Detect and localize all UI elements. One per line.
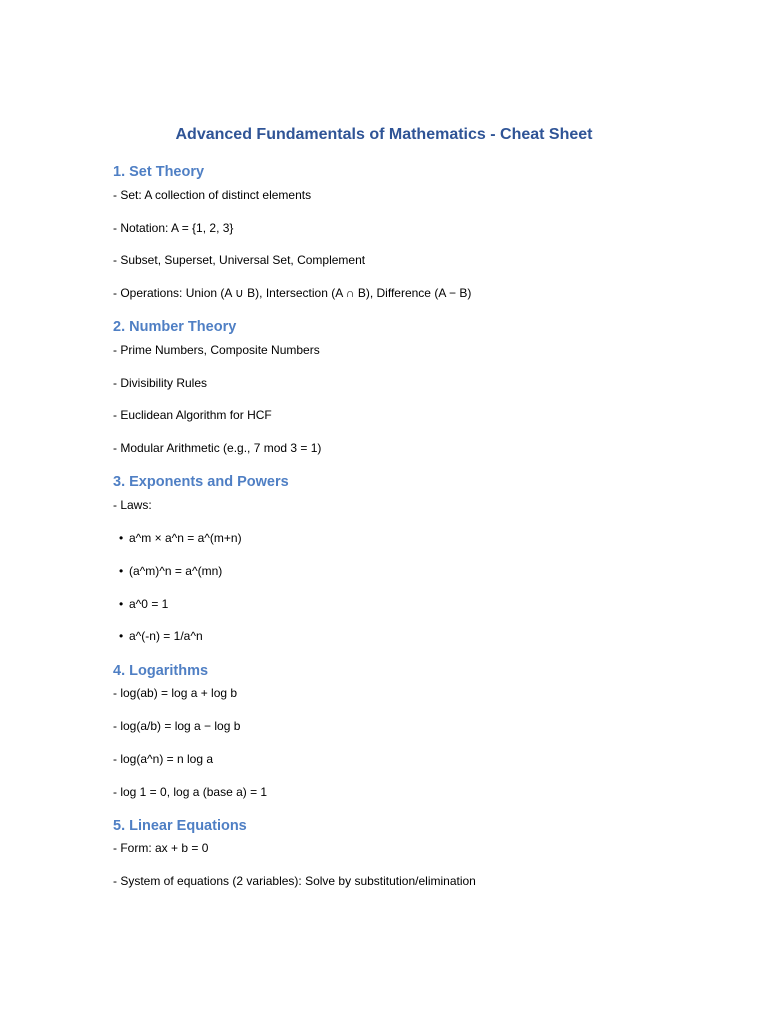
bullet-item bbox=[119, 596, 168, 612]
list-item: - Operations: Union (A ∪ B), Intersection (A ∩ B), Difference (A − B) bbox=[113, 286, 472, 300]
section-heading-exponents: 3. Exponents and Powers bbox=[113, 474, 289, 490]
section-heading-number-theory: 2. Number Theory bbox=[113, 319, 237, 335]
bullet-item bbox=[119, 530, 242, 546]
list-item: - Set: A collection of distinct elements bbox=[113, 188, 312, 202]
bullet-text: a^0 = 1 bbox=[129, 597, 169, 611]
section-heading-set-theory: 1. Set Theory bbox=[113, 164, 205, 180]
list-item: - log(ab) = log a + log b bbox=[113, 686, 238, 700]
bullet-item bbox=[119, 563, 222, 579]
list-item: - Divisibility Rules bbox=[113, 376, 208, 390]
bullet-text: a^(-n) = 1/a^n bbox=[129, 629, 203, 643]
document-title: Advanced Fundamentals of Mathematics - Cheat Sheet bbox=[175, 126, 593, 143]
section-heading-linear-equations: 5. Linear Equations bbox=[113, 818, 247, 834]
section-heading-logarithms: 4. Logarithms bbox=[113, 663, 209, 679]
list-item: - Prime Numbers, Composite Numbers bbox=[113, 343, 320, 357]
list-item: - Euclidean Algorithm for HCF bbox=[113, 408, 272, 422]
list-item: - log(a^n) = n log a bbox=[113, 752, 214, 766]
list-item: - log 1 = 0, log a (base a) = 1 bbox=[113, 785, 268, 799]
bullet-text: (a^m)^n = a^(mn) bbox=[129, 564, 223, 578]
bullet-icon: • bbox=[119, 597, 124, 611]
list-item: - Notation: A = {1, 2, 3} bbox=[113, 221, 234, 235]
list-item: - Modular Arithmetic (e.g., 7 mod 3 = 1) bbox=[113, 441, 322, 455]
list-item: - Laws: bbox=[113, 498, 152, 512]
bullet-text: a^m × a^n = a^(m+n) bbox=[129, 531, 242, 545]
list-item: - System of equations (2 variables): Solve by substitution/elimination bbox=[113, 874, 476, 888]
list-item: - log(a/b) = log a − log b bbox=[113, 719, 241, 733]
list-item: - Subset, Superset, Universal Set, Complement bbox=[113, 253, 366, 267]
bullet-icon: • bbox=[119, 629, 124, 643]
bullet-item bbox=[119, 628, 203, 644]
bullet-icon: • bbox=[119, 564, 124, 578]
bullet-icon: • bbox=[119, 531, 124, 545]
list-item: - Form: ax + b = 0 bbox=[113, 841, 209, 855]
